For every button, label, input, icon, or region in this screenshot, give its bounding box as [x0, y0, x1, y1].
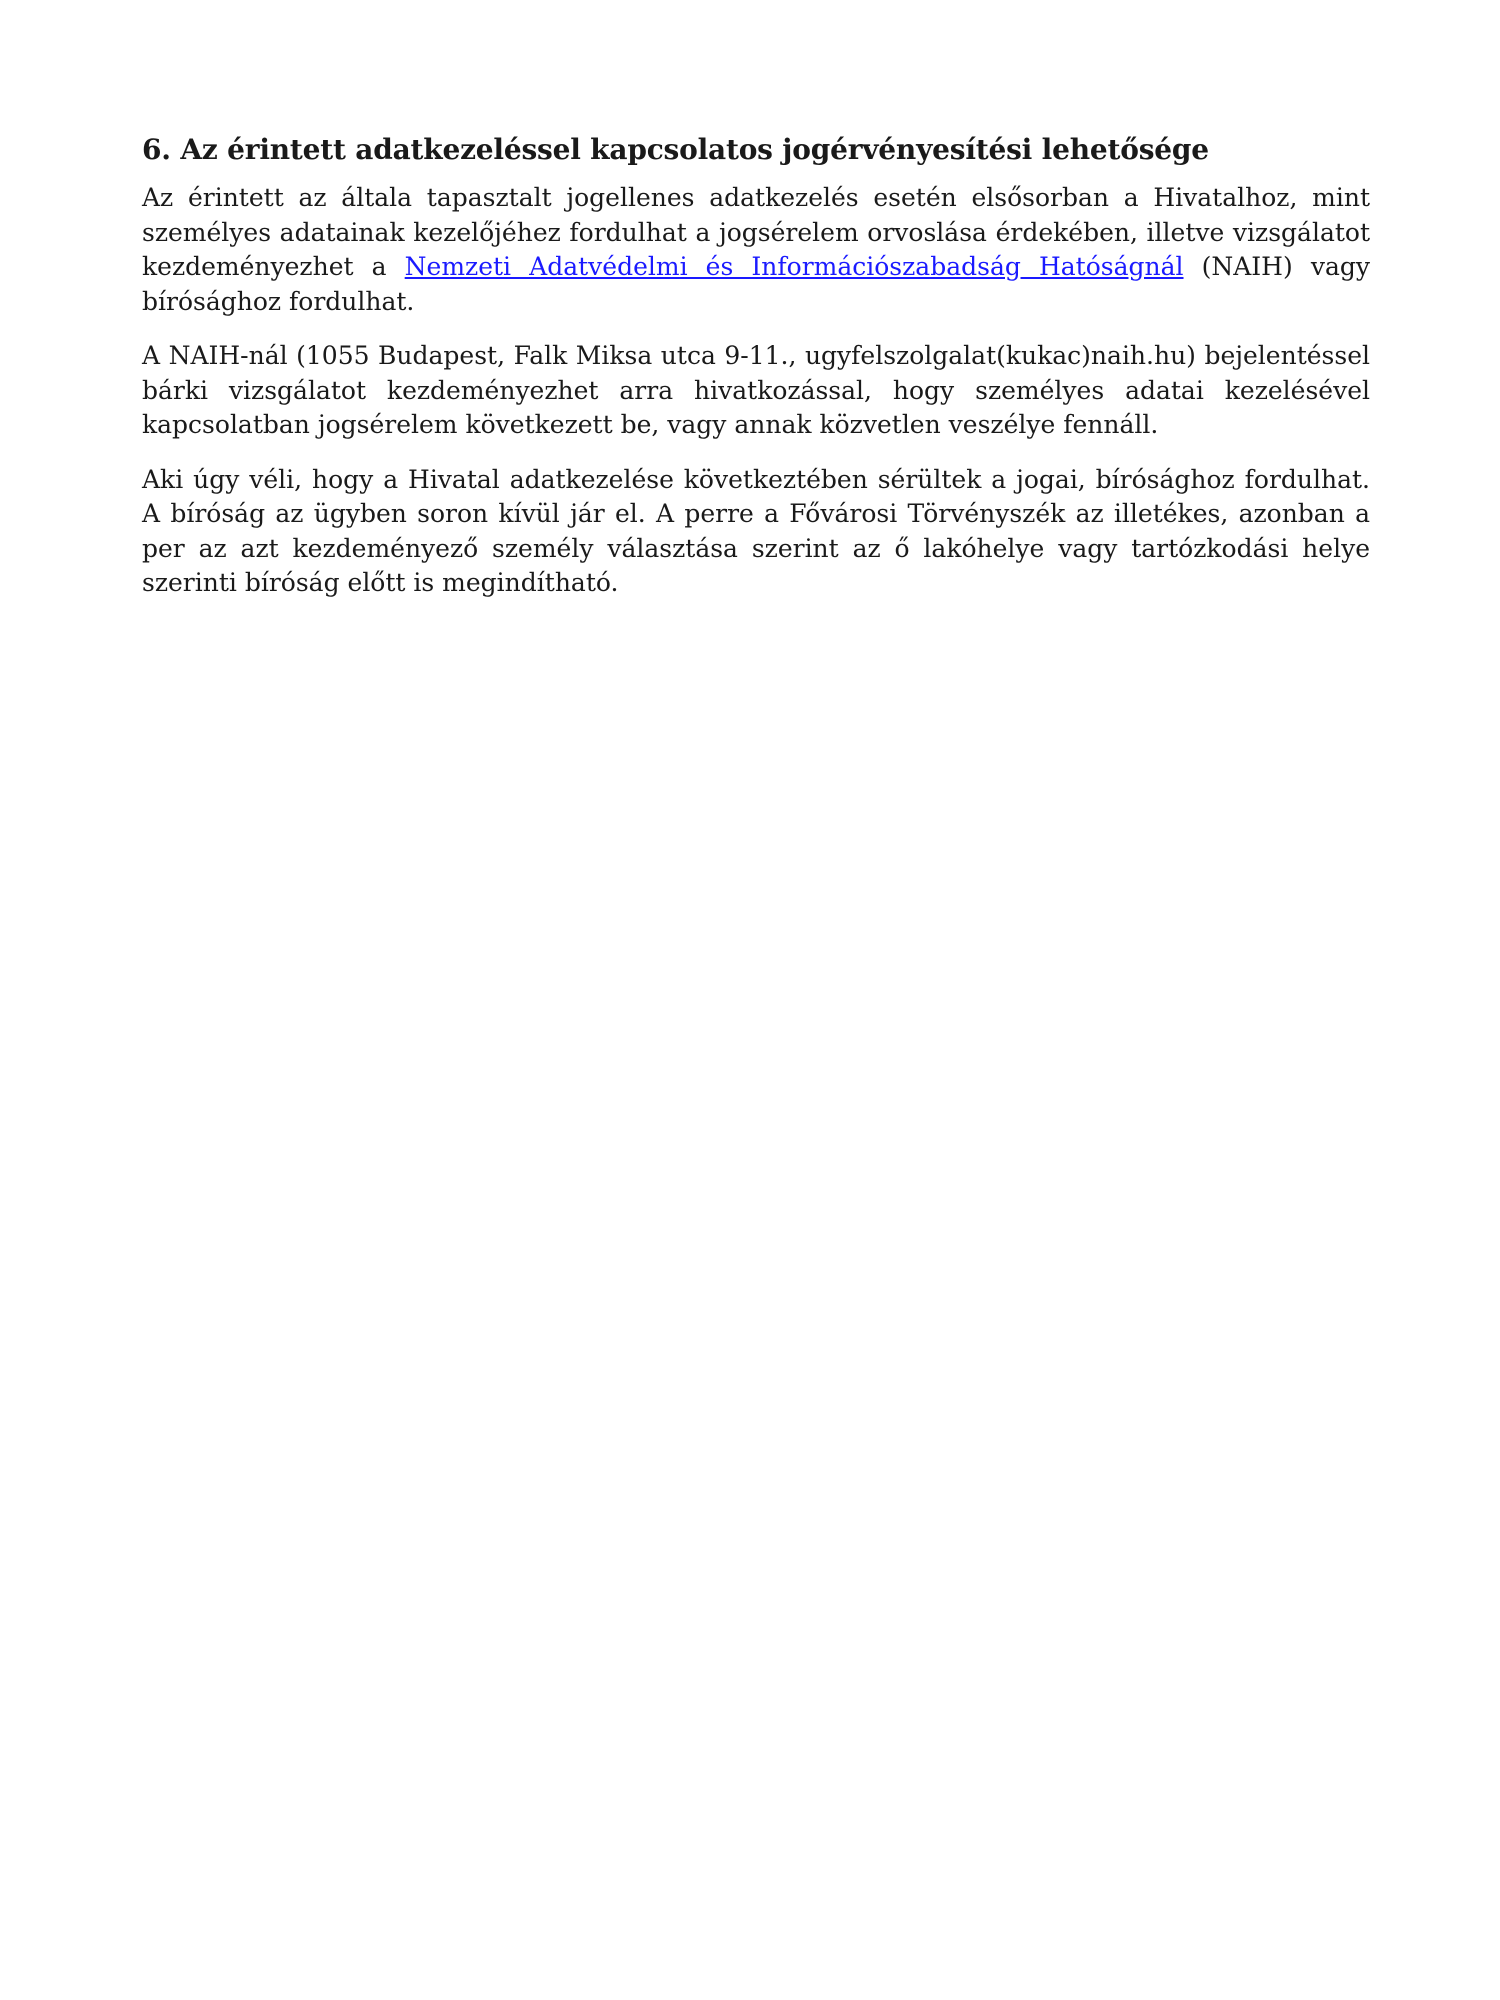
paragraph-1-text-after-link: (NAIH) vagy bírósághoz fordulhat. [142, 252, 1370, 316]
section-heading: 6. Az érintett adatkezeléssel kapcsolatos jogérvényesítési lehetősége [142, 133, 1209, 166]
paragraph-court: Aki úgy véli, hogy a Hivatal adatkezelése következtében sérültek a jogai, bírósághoz fordulhat. A bíróság az ügyben soron kívül jár el. A perre a Fővárosi Törvényszék az illetékes, azonban a per az azt kezdeményező személy választása szerint az ő lakóhelye vagy tartózkodási helye szerinti bíróság előtt is megindítható. [142, 464, 1370, 597]
paragraph-naih-contact: A NAIH-nál (1055 Budapest, Falk Miksa utca 9-11., ugyfelszolgalat(kukac)naih.hu) bejelentéssel bárki vizsgálatot kezdeményezhet arra hivatkozással, hogy személyes adatai kezelésével kapcsolatban jogsérelem következett be, vagy annak közvetlen veszélye fennáll. [142, 341, 1370, 439]
paragraph-legal-remedy [142, 181, 1370, 319]
document-content [142, 132, 1370, 621]
paragraph-1-text-before-link: Az érintett az általa tapasztalt jogellenes adatkezelés esetén elsősorban a Hivatalhoz, mint személyes adatainak kezelőjéhez fordulhat a jogsérelem orvoslása érdekében, illetve vizsgálatot kezdeményezhet a [142, 183, 1370, 281]
naih-link[interactable]: Nemzeti Adatvédelmi és Információszabadság Hatóságnál [404, 252, 1184, 281]
